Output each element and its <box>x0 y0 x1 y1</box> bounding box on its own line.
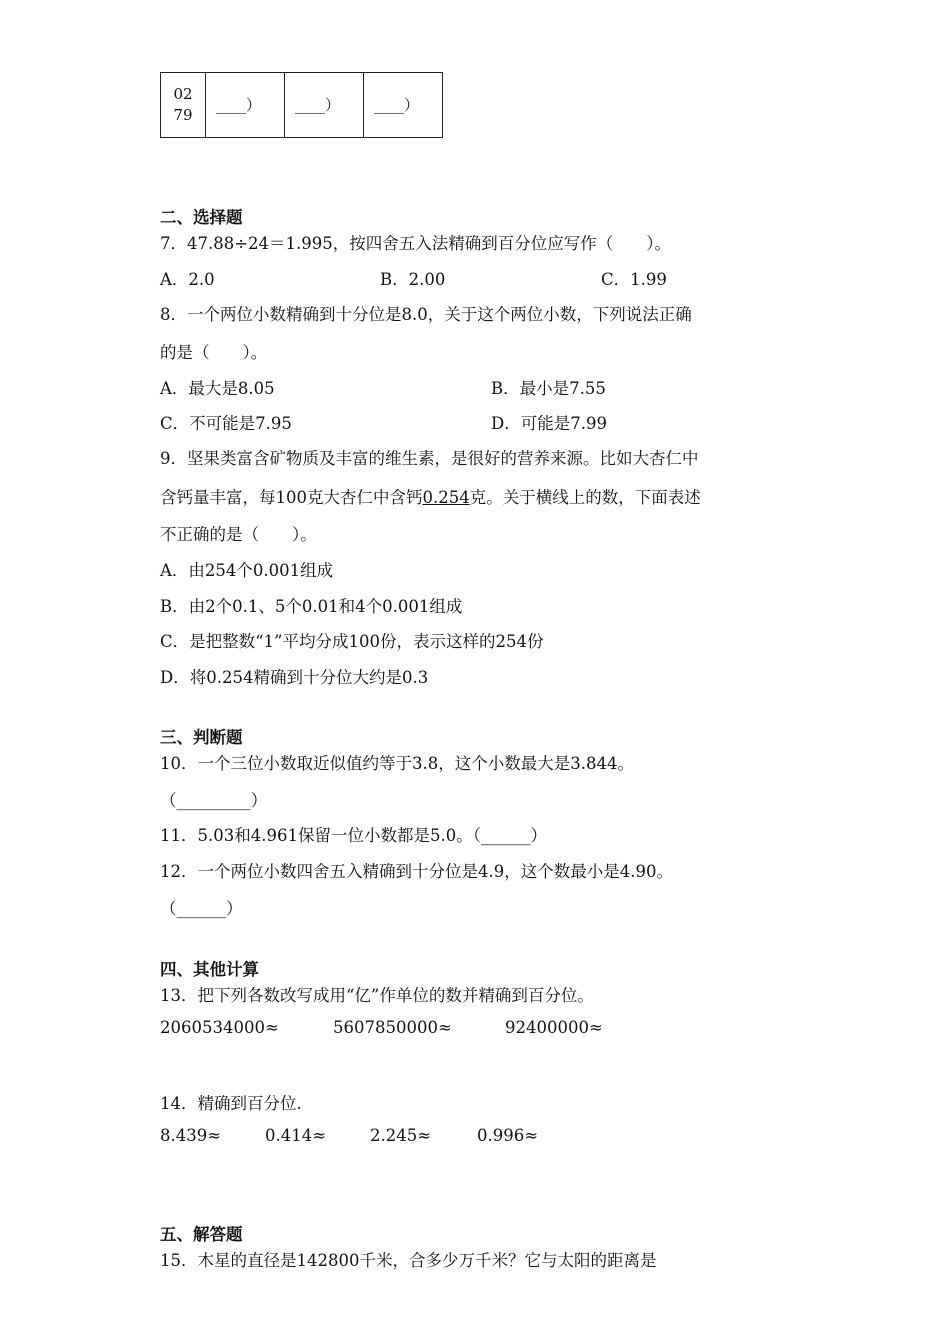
q14-item: 0.414≈ <box>265 1126 327 1145</box>
q12-answer-blank[interactable]: （______） <box>160 899 243 918</box>
first-cell-line: 02 <box>173 85 193 103</box>
question-9-line2 <box>160 484 701 508</box>
section-title-multiple-choice: 二、选择题 <box>160 208 243 227</box>
answer-table-row <box>161 73 443 138</box>
q13-item: 5607850000≈ <box>333 1018 452 1037</box>
question-12-line1: 12．一个两位小数四舍五入精确到十分位是4.9，这个数最小是4.90。 <box>160 862 673 881</box>
q10-answer-blank[interactable]: （_________） <box>160 791 268 810</box>
answer-blank: ____） <box>295 95 341 114</box>
answer-table-first-cell <box>161 73 206 138</box>
question-7-text: 7．47.88÷24＝1.995，按四舍五入法精确到百分位应写作（ ）。 <box>160 234 672 253</box>
q8-option-a[interactable]: A．最大是8.05 <box>160 379 275 398</box>
q14-item: 0.996≈ <box>477 1126 539 1145</box>
answer-blank: ____） <box>374 95 420 114</box>
q7-option-a[interactable]: A．2.0 <box>160 270 215 289</box>
q7-option-b[interactable]: B．2.00 <box>380 270 446 289</box>
q9-line2-before: 含钙量丰富，每100克大杏仁中含钙 <box>160 488 423 507</box>
answer-blank-cell[interactable] <box>285 73 364 138</box>
answer-table <box>160 72 443 138</box>
q8-option-b[interactable]: B．最小是7.55 <box>491 379 606 398</box>
answer-blank: ____） <box>216 95 262 114</box>
q13-item: 2060534000≈ <box>160 1018 279 1037</box>
section-title-true-false: 三、判断题 <box>160 728 243 747</box>
q8-option-d[interactable]: D．可能是7.99 <box>491 414 607 433</box>
q13-item: 92400000≈ <box>505 1018 603 1037</box>
q9-line2-after: 克。关于横线上的数，下面表述 <box>469 488 701 507</box>
q14-item: 2.245≈ <box>370 1126 432 1145</box>
question-15-text: 15．木星的直径是142800千米，合多少万千米？它与太阳的距离是 <box>160 1251 657 1270</box>
q9-option-c[interactable]: C．是把整数“1”平均分成100份，表示这样的254份 <box>160 632 544 651</box>
question-14-text: 14．精确到百分位. <box>160 1094 302 1113</box>
q9-option-d[interactable]: D．将0.254精确到十分位大约是0.3 <box>160 668 429 687</box>
answer-blank-cell[interactable] <box>364 73 443 138</box>
question-13-text: 13．把下列各数改写成用“亿”作单位的数并精确到百分位。 <box>160 986 594 1005</box>
q7-option-c[interactable]: C．1.99 <box>601 270 667 289</box>
question-8-line2: 的是（ ）。 <box>160 343 268 362</box>
q9-option-b[interactable]: B．由2个0.1、5个0.01和4个0.001组成 <box>160 597 463 616</box>
question-11-text: 11．5.03和4.961保留一位小数都是5.0。（______） <box>160 826 547 845</box>
answer-blank-cell[interactable] <box>206 73 285 138</box>
section-title-word-problems: 五、解答题 <box>160 1225 243 1244</box>
q9-option-a[interactable]: A．由254个0.001组成 <box>160 561 334 580</box>
question-9-line1: 9．坚果类富含矿物质及丰富的维生素，是很好的营养来源。比如大杏仁中 <box>160 449 699 468</box>
question-10-line1: 10．一个三位小数取近似值约等于3.8，这个小数最大是3.844。 <box>160 754 634 773</box>
question-8-line1: 8．一个两位小数精确到十分位是8.0，关于这个两位小数，下列说法正确 <box>160 305 692 324</box>
first-cell-line: 79 <box>173 106 193 124</box>
section-title-other-calc: 四、其他计算 <box>160 960 259 979</box>
question-9-line3: 不正确的是（ ）。 <box>160 525 317 544</box>
q9-underlined-number: 0.254 <box>422 488 470 507</box>
q8-option-c[interactable]: C．不可能是7.95 <box>160 414 292 433</box>
q14-item: 8.439≈ <box>160 1126 222 1145</box>
